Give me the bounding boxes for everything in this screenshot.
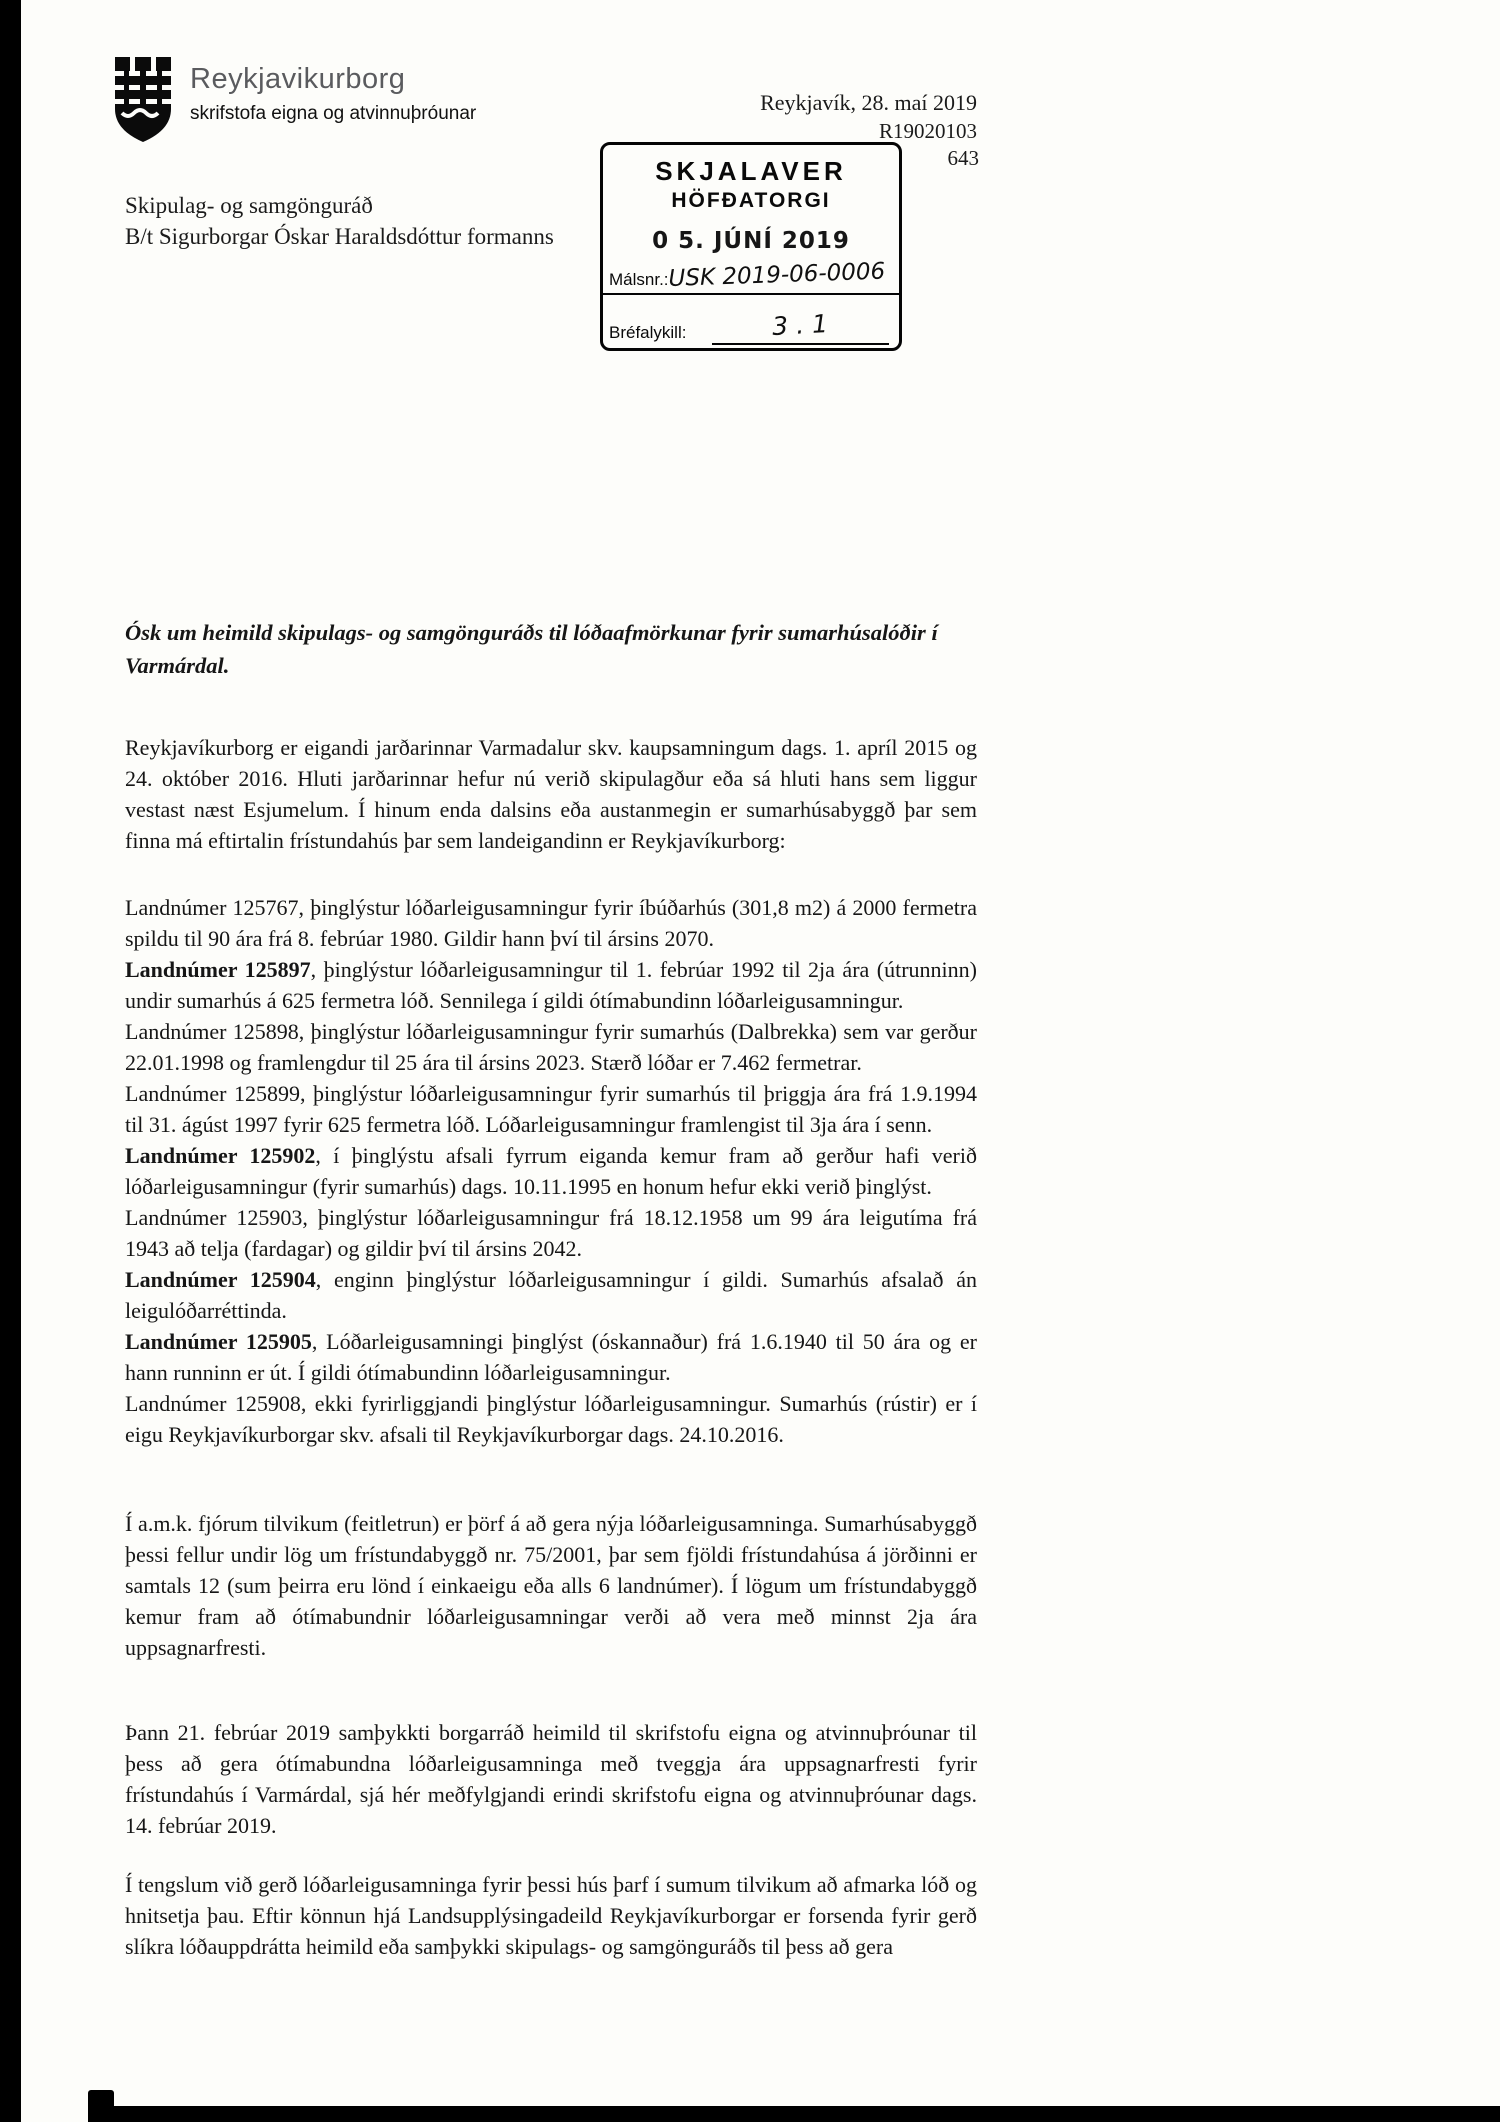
received-stamp-box (600, 142, 902, 351)
land-entry-text: , þinglýstur lóðarleigusamningur fyrir íbúðarhús (301,8 m2) á 2000 fermetra spildu til 90 ára frá 8. febrúar 1980. Gildir hann því til ársins 2070. (125, 895, 977, 951)
land-number: Landnúmer 125908 (125, 1391, 301, 1416)
land-number: Landnúmer 125905 (125, 1329, 312, 1354)
land-number: Landnúmer 125897 (125, 957, 311, 982)
stamp-location: HÖFÐATORGI (671, 189, 831, 212)
land-entry (125, 1078, 977, 1140)
paragraph-closing: Í tengslum við gerð lóðarleigusamninga fyrir þessi hús þarf í sumum tilvikum að afmarka lóð og hnitsetja þau. Eftir könnun hjá Landsupplýsingadeild Reykjavíkurborgar er forsenda fyrir gerð slíkra lóðauppdrátta heimild eða samþykki skipulags- og samgönguráðs til þess að gera (125, 1872, 977, 1959)
scan-edge-artifact-corner (88, 2090, 114, 2110)
malsnr-handwritten-value: USK 2019-06-0006 (667, 258, 886, 292)
stamp-letter-key-row (603, 307, 899, 345)
paragraph-summary: Í a.m.k. fjórum tilvikum (feitletrun) er þörf á að gera nýja lóðarleigusamninga. Sumarhúsabyggð þessi fellur undir lög um frístundabyggð nr. 75/2001, þar sem fjöldi frístundahúsa á jörðinni er samtals 12 (sum þeirra eru lönd í einkaeigu eða alls 6 landnúmer). Í lögum um frístundabyggð kemur fram að ótímabundnir lóðarleigusamningar verði að vera með minnst 2ja ára uppsagnarfresti. (125, 1511, 977, 1660)
recipient-line-1: Skipulag- og samgönguráð (125, 193, 373, 218)
brefalykill-handwritten-value: 3 . 1 (771, 309, 829, 341)
subject-line: Ósk um heimild skipulags- og samgönguráðs til lóðaafmörkunar fyrir sumarhúsalóðir í Varmárdal. (125, 620, 938, 678)
page-code: 643 (947, 146, 979, 170)
land-entry-text: , ekki fyrirliggjandi þinglýstur lóðarleigusamningur. Sumarhús (rústir) er í eigu Reykjavíkurborgar skv. afsali til Reykjavíkurborgar dags. 24.10.2016. (125, 1391, 977, 1447)
land-entry (125, 1140, 977, 1202)
stamp-case-number-row (603, 258, 899, 295)
brefalykill-label: Bréfalykill: (609, 323, 687, 342)
org-department: skrifstofa eigna og atvinnuþróunar (190, 103, 477, 124)
land-entry-text: , enginn þinglýstur lóðarleigusamningur í gildi. Sumarhús afsalað án leigulóðarréttinda. (125, 1267, 978, 1323)
scan-edge-artifact-bottom (88, 2106, 1500, 2122)
header-right-block (760, 88, 977, 146)
case-reference-number: R19020103 (878, 119, 977, 143)
land-number: Landnúmer 125902 (125, 1143, 316, 1168)
letterhead (112, 55, 476, 150)
land-number: Landnúmer 125898 (125, 1019, 299, 1044)
land-entry-text: , þinglýstur lóðarleigusamningur til 1. febrúar 1992 til 2ja ára (útrunninn) undir sumarhús á 625 fermetra lóð. Sennilega í gildi ótímabundinn lóðarleigusamningur. (125, 957, 977, 1013)
org-name: Reykjavikurborg (190, 63, 406, 95)
land-number: Landnúmer 125903 (125, 1205, 303, 1230)
scan-edge-artifact-left (0, 0, 21, 2122)
land-entry-text: , þinglýstur lóðarleigusamningur frá 18.12.1958 um 99 ára leigutíma frá 1943 að telja (fardagar) og gildir því til ársins 2042. (125, 1205, 978, 1261)
land-entry (125, 1016, 977, 1078)
land-entry (125, 1388, 977, 1450)
land-number: Landnúmer 125899 (125, 1081, 300, 1106)
land-entry-text: , þinglýstur lóðarleigusamningur fyrir sumarhús til þriggja ára frá 1.9.1994 til 31. ágúst 1997 fyrir 625 fermetra lóð. Lóðarleigusamningur framlengist til 3ja ára í senn. (125, 1081, 977, 1137)
land-entry-text: , í þinglýstu afsali fyrrum eiganda kemur fram að gerður hafi verið lóðarleigusamningur (fyrir sumarhús) dags. 10.11.1995 en honum hefur ekki verið þinglýst. (125, 1143, 977, 1199)
stamp-title: SKJALAVER (655, 156, 847, 186)
land-number: Landnúmer 125767 (125, 895, 299, 920)
land-number-list (125, 892, 977, 1450)
land-entry (125, 954, 977, 1016)
land-entry-text: , Lóðarleigusamningi þinglýst (óskannaður) frá 1.6.1940 til 50 ára og er hann runninn er út. Í gildi ótímabundinn lóðarleigusamningur. (125, 1329, 977, 1385)
intro-paragraph: Reykjavíkurborg er eigandi jarðarinnar Varmadalur skv. kaupsamningum dags. 1. apríl 2015 og 24. október 2016. Hluti jarðarinnar hefur nú verið skipulagður eða sá hluti hans sem liggur vestast næst Esjumelum. Í hinum enda dalsins eða austanmegin er sumarhúsabyggð þar sem finna má eftirtalin frístundahús þar sem landeigandinn er Reykjavíkurborg: (125, 735, 977, 853)
land-entry (125, 1264, 977, 1326)
place-and-date: Reykjavík, 28. maí 2019 (760, 90, 977, 115)
land-entry-text: , þinglýstur lóðarleigusamningur fyrir sumarhús (Dalbrekka) sem var gerður 22.01.1998 og framlengdur til 25 ára til ársins 2023. Stærð lóðar er 7.462 fermetrar. (125, 1019, 978, 1075)
stamp-date: 0 5. JÚNÍ 2019 (652, 228, 850, 254)
land-entry (125, 892, 977, 954)
land-entry (125, 1202, 977, 1264)
reykjavik-coat-of-arms-icon (112, 55, 174, 150)
land-entry (125, 1326, 977, 1388)
malsnr-label: Málsnr.: (609, 270, 669, 289)
recipient-line-2: B/t Sigurborgar Óskar Haraldsdóttur formanns (125, 224, 554, 249)
letter-body (125, 616, 977, 1962)
brefalykill-underline (712, 309, 889, 345)
paragraph-council-approval: Þann 21. febrúar 2019 samþykkti borgarráð heimild til skrifstofu eigna og atvinnuþróunar til þess að gera ótímabundna lóðarleigusamninga með tveggja ára uppsagnarfresti fyrir frístundahús í Varmárdal, sjá hér meðfylgjandi erindi skrifstofu eigna og atvinnuþróunar dags. 14. febrúar 2019. (125, 1720, 977, 1838)
land-number: Landnúmer 125904 (125, 1267, 316, 1292)
recipient-block (125, 190, 554, 252)
